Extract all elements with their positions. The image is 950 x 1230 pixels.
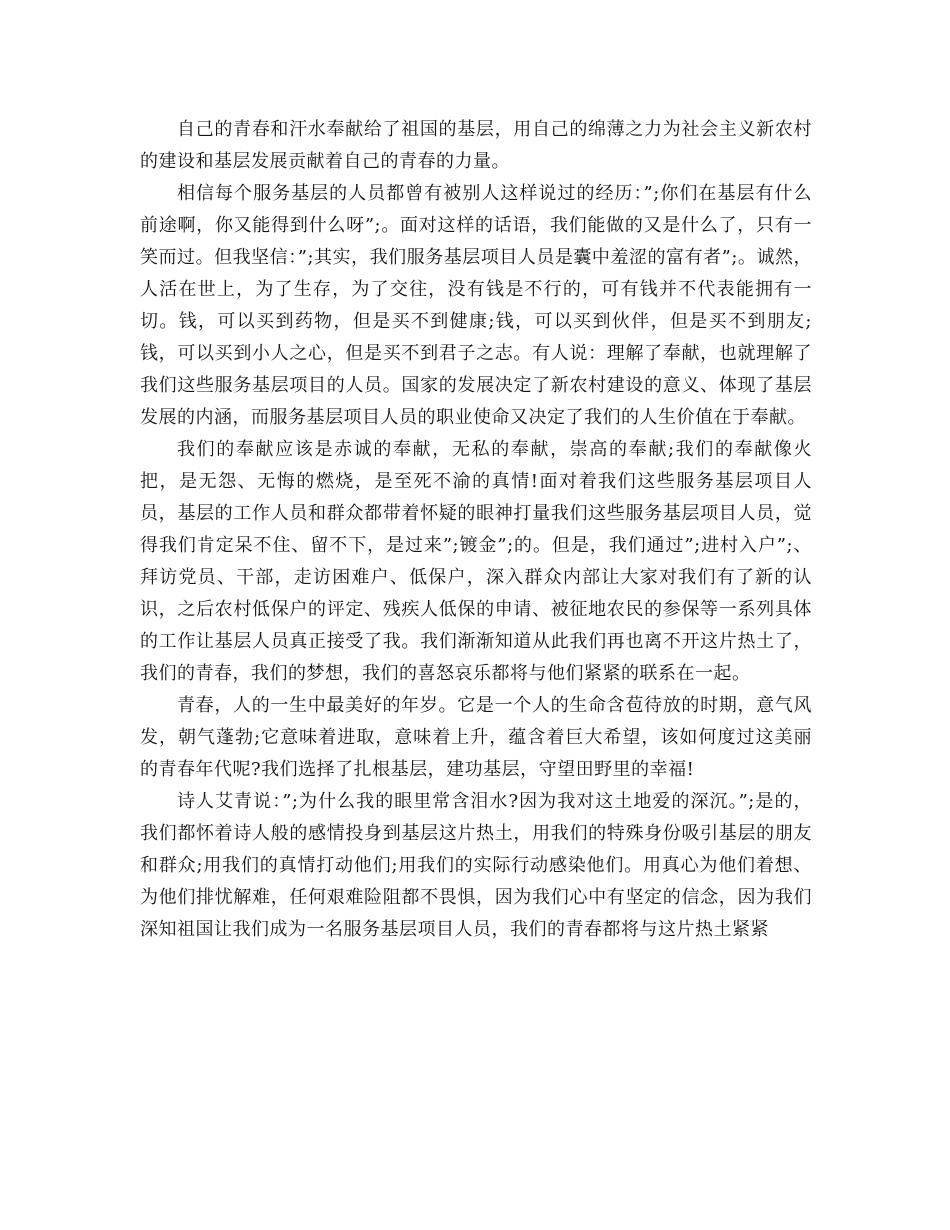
paragraph-5: 诗人艾青说：”;为什么我的眼里常含泪水?因为我对这土地爱的深沉。”;是的，我们都怀着诗人般的感情投身到基层这片热土，用我们的特殊身份吸引基层的朋友和群众;用我们的真情打动他们;用我们的实际行动感染他们。用真心为他们着想、为他们排忧解难，任何艰难险阻都不畏惧，因为我们心中有坚定的信念，因为我们深知祖国让我们成为一名服务基层项目人员，我们的青春都将与这片热土紧紧 xyxy=(140,791,812,940)
paragraph-4: 青春，人的一生中最美好的年岁。它是一个人的生命含苞待放的时期，意气风发，朝气蓬勃;它意味着进取，意味着上升，蕴含着巨大希望，该如何度过这美丽的青春年代呢?我们选择了扎根基层，建功基层，守望田野里的幸福! xyxy=(140,695,812,780)
paragraph-1: 自己的青春和汗水奉献给了祖国的基层，用自己的绵薄之力为社会主义新农村的建设和基层发展贡献着自己的青春的力量。 xyxy=(140,119,812,172)
paragraph-3: 我们的奉献应该是赤诚的奉献，无私的奉献，崇高的奉献;我们的奉献像火把，是无怨、无悔的燃烧，是至死不渝的真情!面对着我们这些服务基层项目人员，基层的工作人员和群众都带着怀疑的眼神打量我们这些服务基层项目人员，觉得我们肯定呆不住、留不下，是过来”;镀金”;的。但是，我们通过”;进村入户”;、拜访党员、干部，走访困难户、低保户，深入群众内部让大家对我们有了新的认识，之后农村低保户的评定、残疾人低保的申请、被征地农民的参保等一系列具体的工作让基层人员真正接受了我。我们渐渐知道从此我们再也离不开这片热土了，我们的青春，我们的梦想，我们的喜怒哀乐都将与他们紧紧的联系在一起。 xyxy=(140,439,812,684)
document-body xyxy=(140,114,812,946)
paragraph-2: 相信每个服务基层的人员都曾有被别人这样说过的经历：”;你们在基层有什么前途啊，你又能得到什么呀”;。面对这样的话语，我们能做的又是什么了，只有一笑而过。但我坚信：”;其实，我们服务基层项目人员是囊中羞涩的富有者”;。诚然，人活在世上，为了生存，为了交往，没有钱是不行的，可有钱并不代表能拥有一切。钱，可以买到药物，但是买不到健康;钱，可以买到伙伴，但是买不到朋友;钱，可以买到小人之心，但是买不到君子之志。有人说：理解了奉献，也就理解了我们这些服务基层项目的人员。国家的发展决定了新农村建设的意义、体现了基层发展的内涵，而服务基层项目人员的职业使命又决定了我们的人生价值在于奉献。 xyxy=(140,183,812,428)
